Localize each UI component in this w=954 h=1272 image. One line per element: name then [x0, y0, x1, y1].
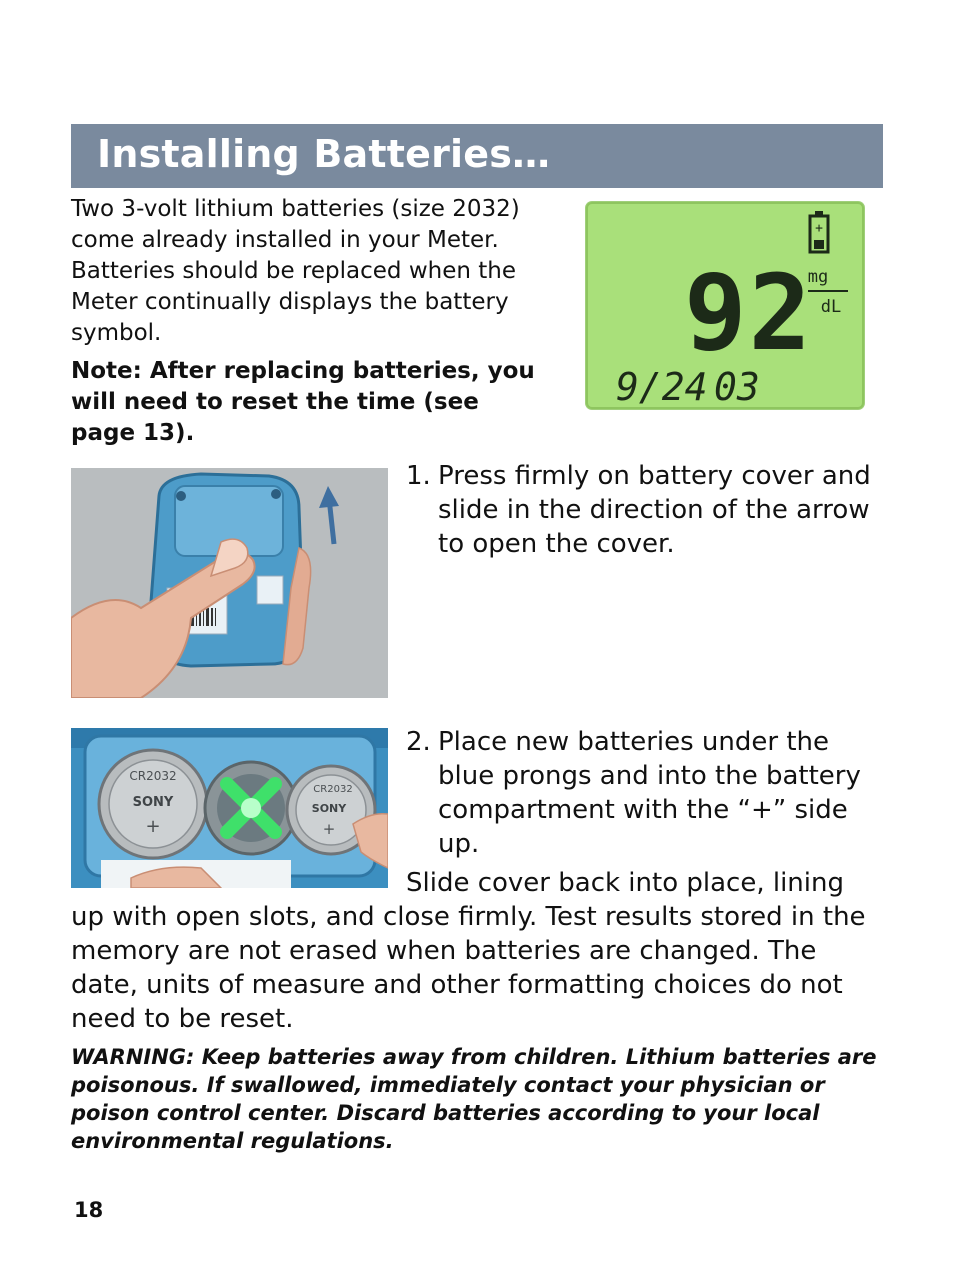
step-1-text: Press firmly on battery cover and slide in the direction of the arrow to open the cover. — [438, 461, 871, 559]
photo1-graphic — [71, 468, 388, 698]
step-2-text: Place new batteries under the blue prongs and into the battery compartment with the “+” side up. — [438, 727, 861, 859]
meter-lcd-display — [586, 202, 864, 409]
step-2 — [406, 725, 886, 861]
photo-open-battery-cover — [71, 468, 388, 698]
step-1-number: 1. — [406, 461, 431, 491]
warning-paragraph: WARNING: Keep batteries away from children. Lithium batteries are poisonous. If swallowed, immediately contact your physician or poison control center. Discard batteries according to your local environmental regulations. — [71, 1045, 877, 1153]
battery-left-model: CR2032 — [129, 769, 177, 783]
unit-bottom: dL — [820, 297, 842, 317]
glucose-reading: 92 — [684, 252, 814, 374]
section-title-banner — [71, 124, 883, 188]
svg-text:+: + — [145, 816, 161, 837]
display-date: 9/24 — [616, 365, 708, 409]
battery-right-brand: SONY — [311, 802, 347, 815]
unit-top: mg — [807, 267, 829, 287]
display-time: 03 — [714, 365, 760, 409]
photo-battery-compartment — [71, 728, 388, 888]
section-title: Installing Batteries… — [97, 132, 551, 176]
battery-left-brand: SONY — [132, 795, 174, 810]
continuation-paragraph: up with open slots, and close firmly. Test results stored in the memory are not erased when batteries are changed. The date, units of measure and other formatting choices do not need to be reset. — [71, 902, 866, 1034]
photo2-graphic — [71, 728, 388, 888]
step-1 — [406, 459, 886, 561]
battery-coin-left — [99, 750, 207, 858]
svg-text:+: + — [322, 820, 336, 838]
continuation-first-line: Slide cover back into place, lining — [406, 868, 844, 898]
battery-slot — [205, 762, 297, 854]
note-paragraph: Note: After replacing batteries, you will need to reset the time (see page 13). — [71, 358, 535, 446]
page-number: 18 — [74, 1198, 104, 1222]
lcd-graphic — [586, 202, 864, 409]
battery-plus-sign: + — [815, 221, 823, 236]
battery-icon — [810, 211, 828, 252]
step-2-number: 2. — [406, 727, 431, 757]
battery-right-model: CR2032 — [313, 784, 353, 795]
intro-paragraph: Two 3-volt lithium batteries (size 2032) come already installed in your Meter. Batteries should be replaced when the Meter continually displays the battery symbol. — [71, 196, 520, 346]
